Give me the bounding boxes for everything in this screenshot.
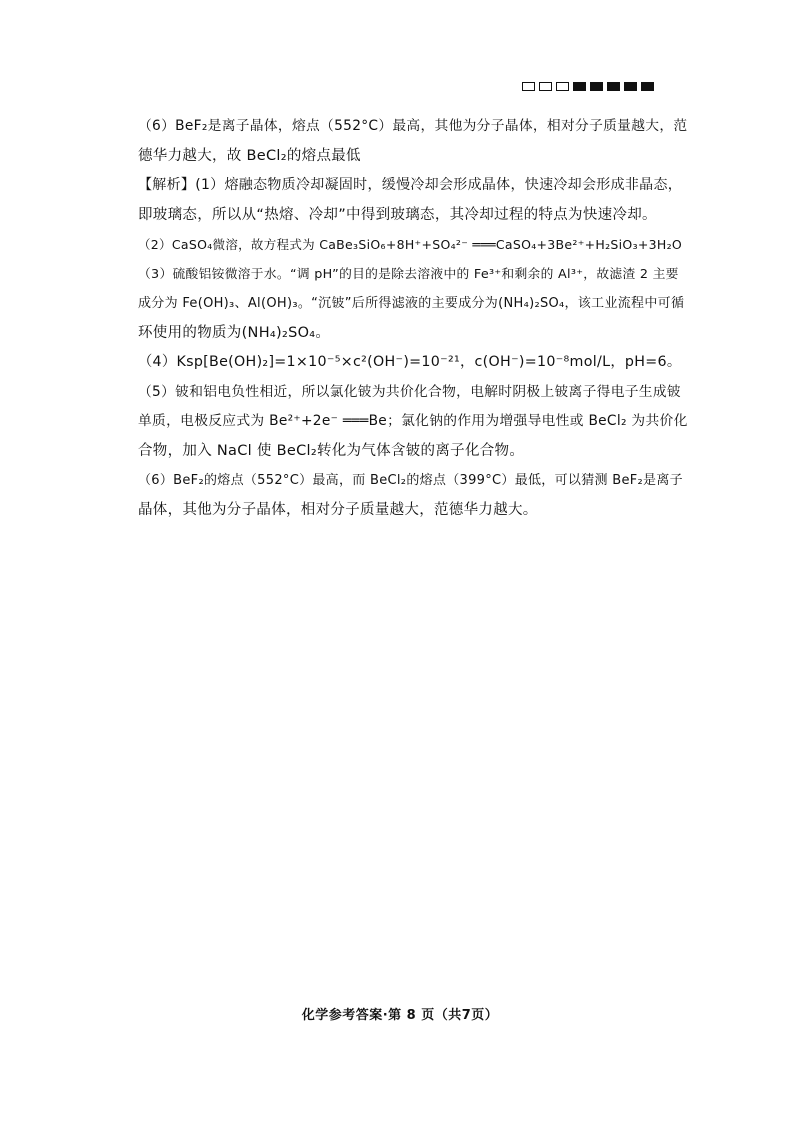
filled-square-mark [573, 82, 586, 91]
answer-content [138, 112, 688, 525]
text-line: （4）Ksp[Be(OH)₂]=1×10⁻⁵×c²(OH⁻)=10⁻²¹，c(OH⁻)=10⁻⁸mol/L，pH=6。 [138, 354, 682, 370]
outlined-square-mark [556, 82, 569, 91]
filled-square-mark [607, 82, 620, 91]
text-line: （6）BeF₂是离子晶体，熔点（552°C）最高，其他为分子晶体，相对分子质量越大，范 [138, 118, 688, 134]
text-line: 成分为 Fe(OH)₃、Al(OH)₃。“沉铍”后所得滤液的主要成分为(NH₄)₂SO₄，该工业流程中可循 [138, 296, 685, 311]
analysis-1 [138, 171, 688, 230]
text-line: 晶体，其他为分子晶体，相对分子质量越大，范德华力越大。 [138, 501, 538, 518]
outlined-square-mark [522, 82, 535, 91]
page-footer: 化学参考答案·第 8 页（共7页） [301, 1008, 499, 1023]
analysis-4 [138, 348, 688, 378]
filled-square-mark [590, 82, 603, 91]
filled-square-mark [641, 82, 654, 91]
text-line: （2）CaSO₄微溶，故方程式为 CaBe₃SiO₆+8H⁺+SO₄²⁻ ═══CaSO₄+3Be²⁺+H₂SiO₃+3H₂O [138, 237, 683, 252]
text-line: 环使用的物质为(NH₄)₂SO₄。 [138, 324, 331, 341]
text-line: 合物，加入 NaCl 使 BeCl₂转化为气体含铍的离子化合物。 [138, 442, 525, 459]
analysis-6 [138, 466, 688, 525]
text-line: 德华力越大，故 BeCl₂的熔点最低 [138, 147, 361, 164]
text-line: 单质，电极反应式为 Be²⁺+2e⁻ ═══Be；氯化钠的作用为增强导电性或 BeCl₂ 为共价化 [138, 413, 688, 429]
text-line: （5）铍和铝电负性相近，所以氯化铍为共价化合物，电解时阴极上铍离子得电子生成铍 [138, 383, 681, 400]
page-corner-marks [522, 82, 654, 91]
filled-square-mark [624, 82, 637, 91]
analysis-2 [138, 230, 688, 260]
answer-6-summary [138, 112, 688, 171]
outlined-square-mark [539, 82, 552, 91]
analysis-5 [138, 378, 688, 467]
text-line: 即玻璃态，所以从“热熔、冷却”中得到玻璃态，其冷却过程的特点为快速冷却。 [138, 206, 657, 223]
text-line: 【解析】(1）熔融态物质冷却凝固时，缓慢冷却会形成晶体，快速冷却会形成非晶态， [138, 177, 683, 193]
text-line: （3）硫酸铝铵微溶于水。“调 pH”的目的是除去溶液中的 Fe³⁺和剩余的 Al³⁺，故滤渣 2 主要 [138, 266, 679, 282]
text-line: （6）BeF₂的熔点（552°C）最高，而 BeCl₂的熔点（399°C）最低，可以猜测 BeF₂是离子 [138, 473, 683, 488]
analysis-3 [138, 260, 688, 349]
